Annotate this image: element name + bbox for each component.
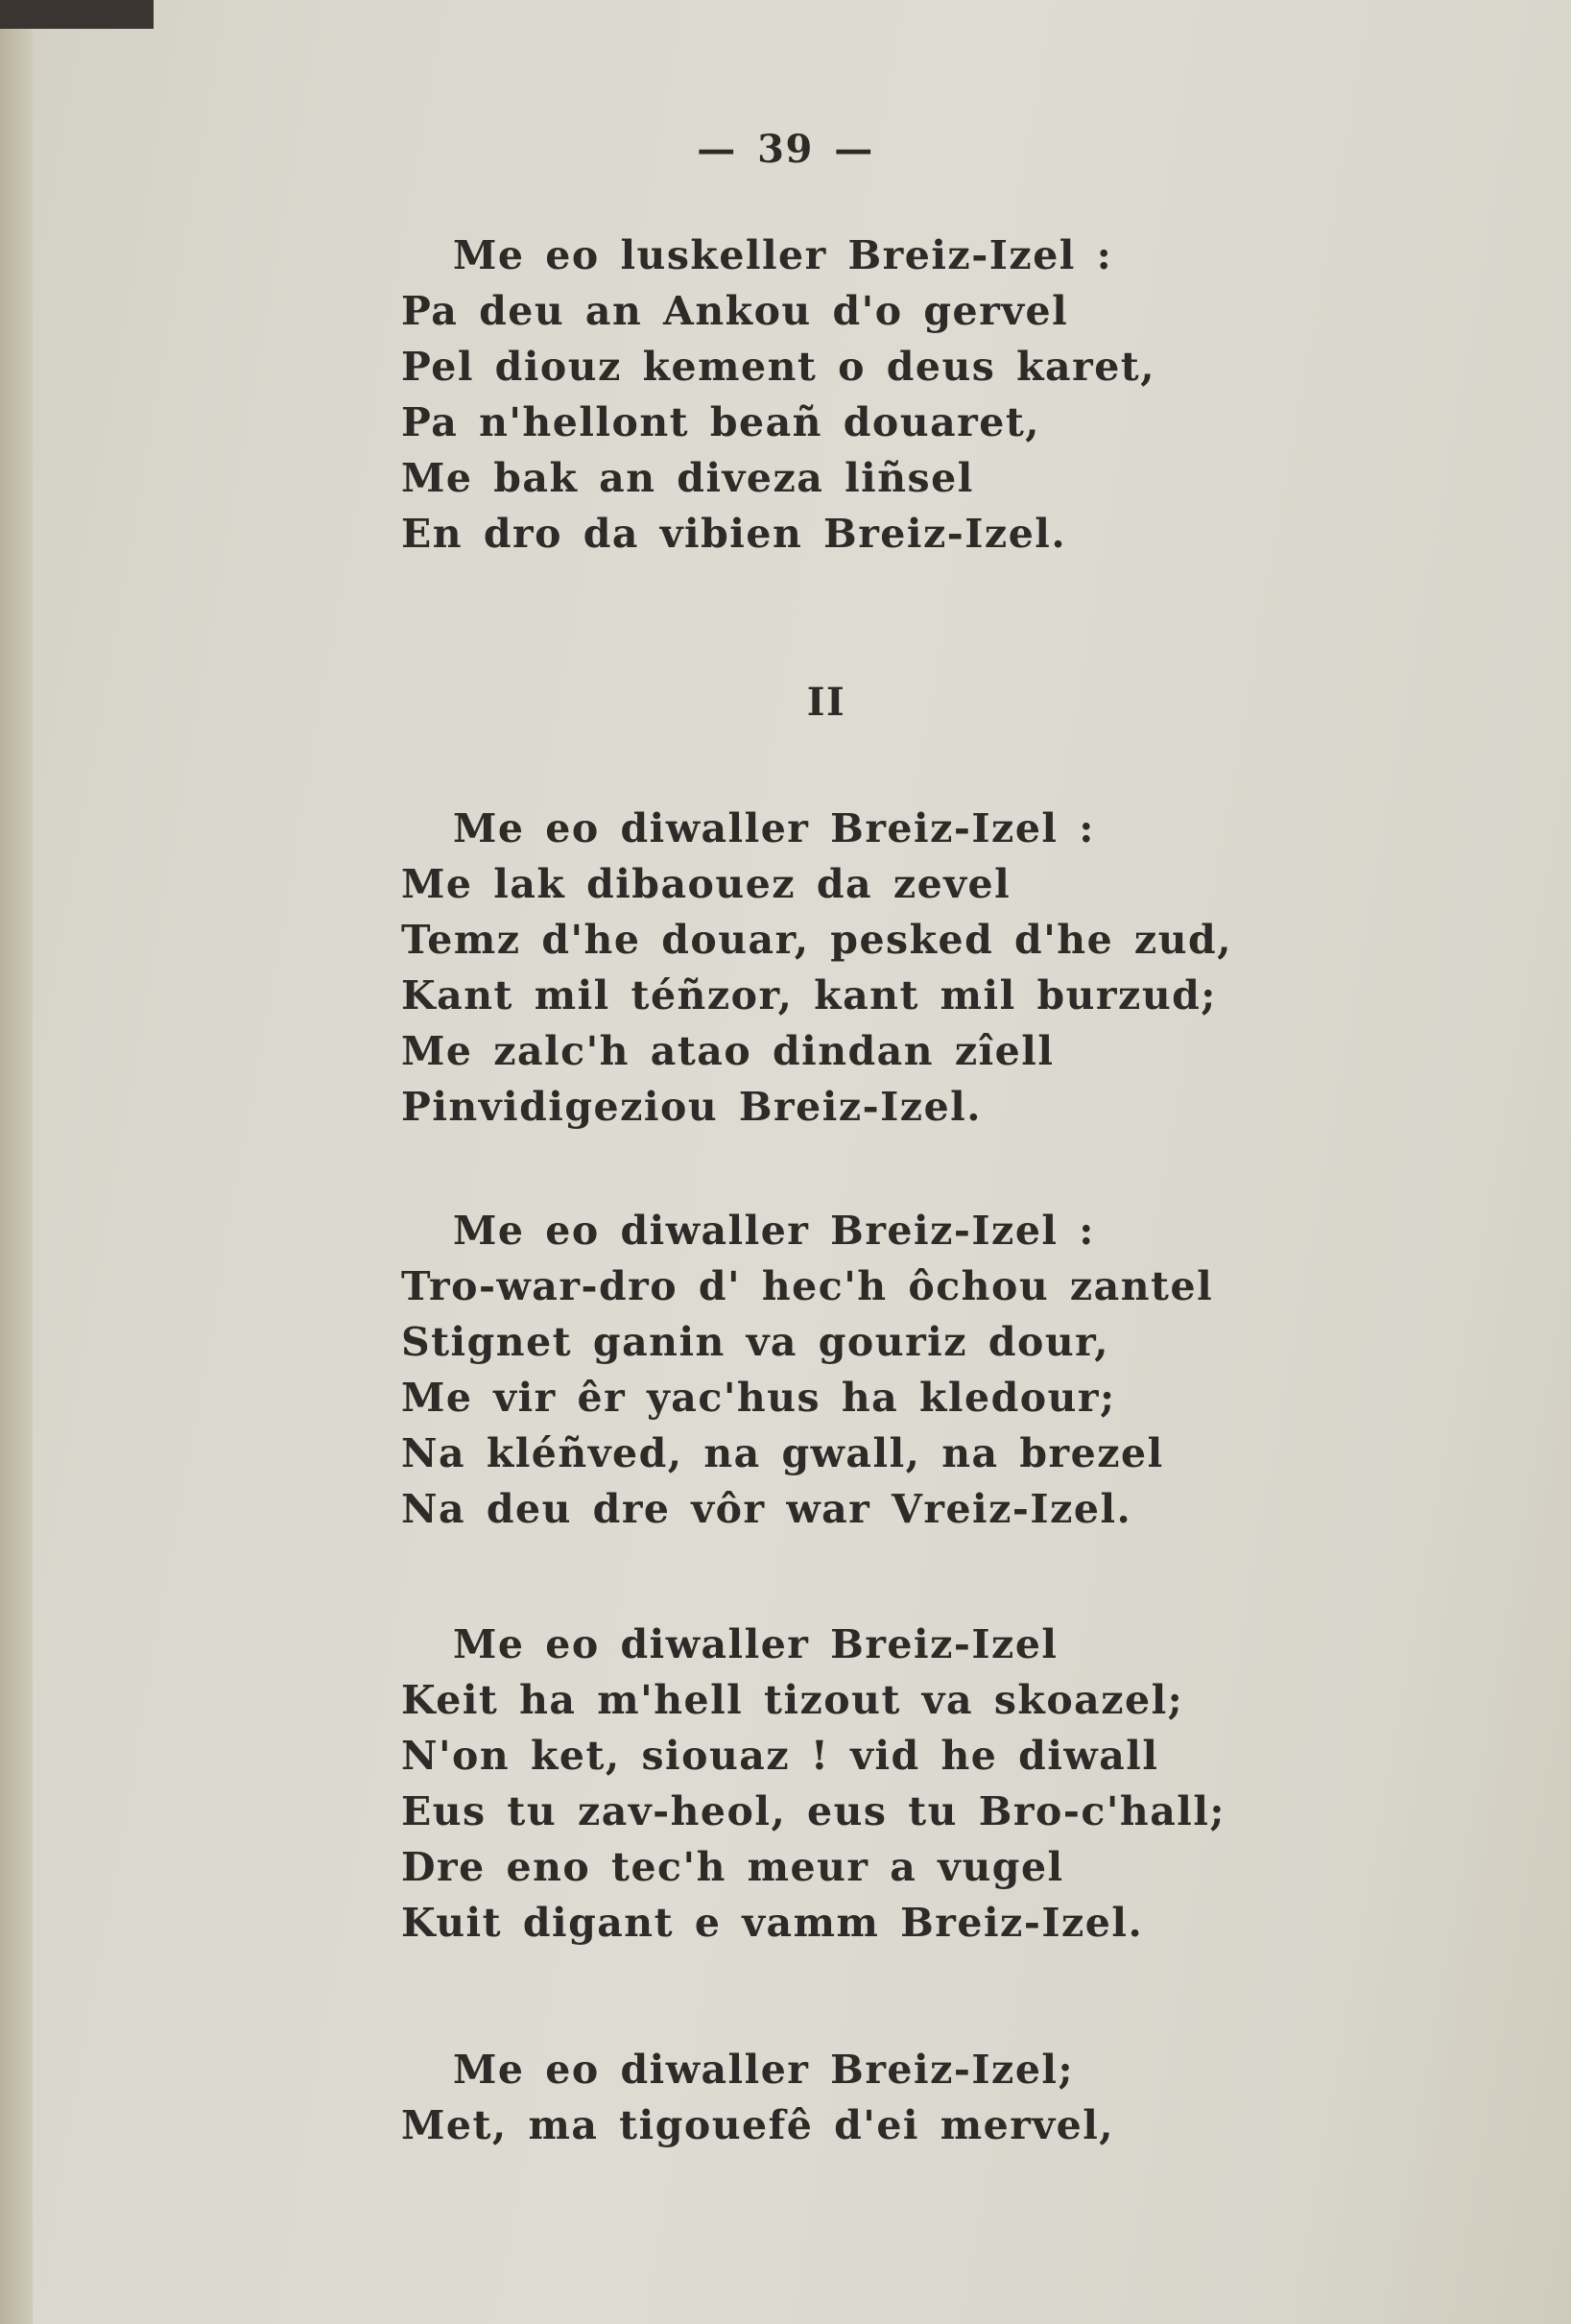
verse-line: Na kléñved, na gwall, na brezel [401, 1430, 1164, 1476]
section-numeral: II [806, 680, 846, 725]
verse-line: Pa n'hellont beañ douaret, [401, 399, 1041, 445]
verse-line: Pa deu an Ankou d'o gervel [401, 288, 1069, 334]
verse-line: Me eo diwaller Breiz-Izel; [453, 2047, 1075, 2093]
verse-line: Keit ha m'hell tizout va skoazel; [401, 1677, 1184, 1723]
stanza-3 [401, 1203, 1213, 1537]
verse-line: Kuit digant e vamm Breiz-Izel. [401, 1900, 1144, 1946]
verse-line: Pinvidigeziou Breiz-Izel. [401, 1084, 983, 1130]
stanza-1 [401, 228, 1155, 562]
verse-line: N'on ket, siouaz ! vid he diwall [401, 1733, 1159, 1779]
verse-line: Temz d'he douar, pesked d'he zud, [401, 917, 1232, 963]
verse-line: Me eo luskeller Breiz-Izel : [453, 232, 1113, 278]
verse-line: Me eo diwaller Breiz-Izel : [453, 1208, 1095, 1254]
verse-line: Na deu dre vôr war Vreiz-Izel. [401, 1486, 1132, 1532]
verse-line: Me vir êr yac'hus ha kledour; [401, 1375, 1116, 1421]
stanza-4 [401, 1617, 1226, 1951]
verse-line: Me eo diwaller Breiz-Izel [453, 1621, 1059, 1667]
verse-line: Tro-war-dro d' hec'h ôchou zantel [401, 1263, 1214, 1309]
verse-line: En dro da vibien Breiz-Izel. [401, 511, 1067, 557]
stanza-2 [401, 801, 1232, 1135]
verse-line: Me bak an diveza liñsel [401, 455, 974, 501]
stanza-5 [401, 2042, 1114, 2153]
verse-line: Kant mil téñzor, kant mil burzud; [401, 972, 1217, 1018]
verse-line: Dre eno tec'h meur a vugel [401, 1844, 1064, 1890]
page-number: — 39 — [697, 127, 874, 172]
verse-line: Eus tu zav-heol, eus tu Bro-c'hall; [401, 1788, 1226, 1834]
verse-line: Me zalc'h atao dindan zîell [401, 1028, 1055, 1074]
verse-line: Me lak dibaouez da zevel [401, 861, 1012, 907]
verse-line: Met, ma tigouefê d'ei mervel, [401, 2102, 1115, 2148]
verse-line: Stignet ganin va gouriz dour, [401, 1319, 1110, 1365]
verse-line: Pel diouz kement o deus karet, [401, 344, 1156, 390]
verse-line: Me eo diwaller Breiz-Izel : [453, 805, 1095, 851]
